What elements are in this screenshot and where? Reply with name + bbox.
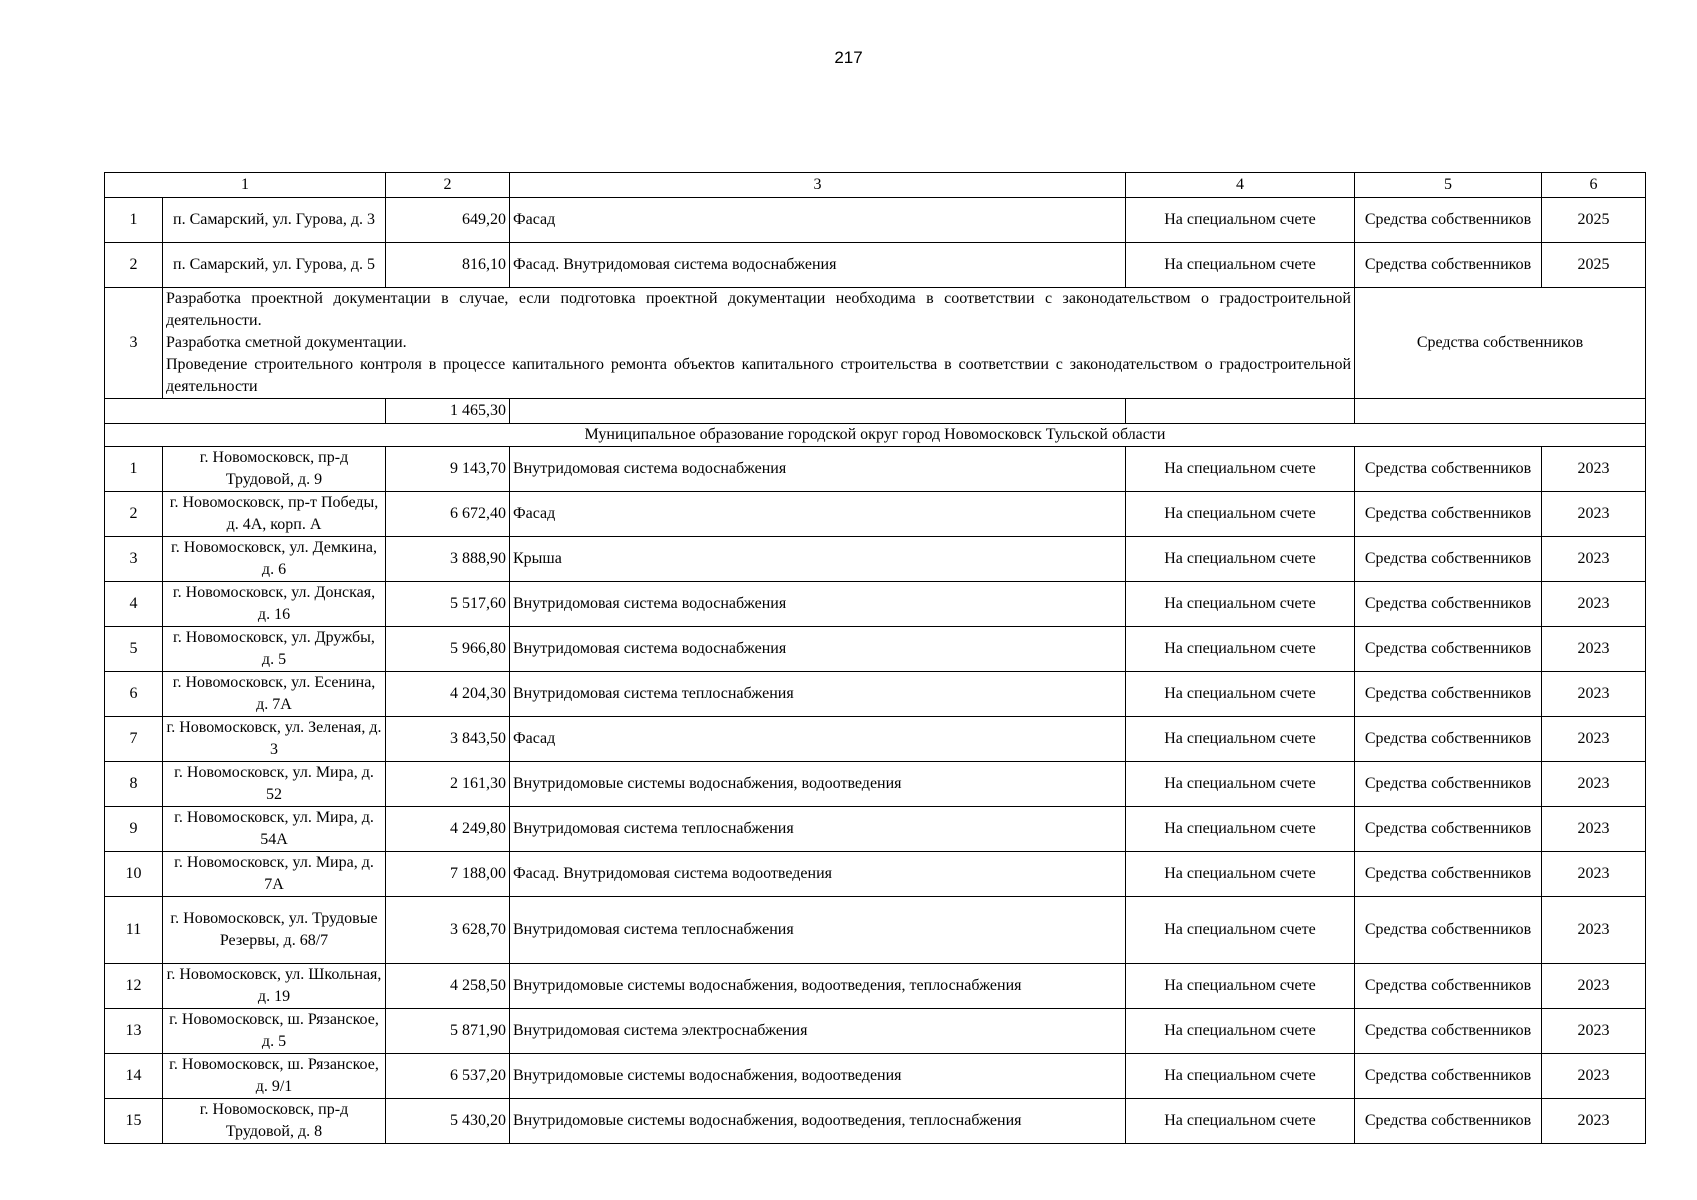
table-row (105, 717, 1646, 762)
row-area: 4 249,80 (386, 807, 510, 852)
row-number: 13 (105, 1009, 163, 1054)
row-funding-source: Средства собственников (1355, 1009, 1542, 1054)
table-row (105, 447, 1646, 492)
row-work-type: Внутридомовая система теплоснабжения (510, 897, 1126, 964)
row-account-method: На специальном счете (1126, 243, 1355, 288)
table-row (105, 1099, 1646, 1144)
row-year: 2023 (1542, 447, 1646, 492)
row-funding-source: Средства собственников (1355, 852, 1542, 897)
total-area: 1 465,30 (386, 399, 510, 424)
row-number: 7 (105, 717, 163, 762)
total-empty-5 (1355, 399, 1646, 424)
row-address: г. Новомосковск, ш. Рязанское, д. 5 (163, 1009, 386, 1054)
row-area: 6 672,40 (386, 492, 510, 537)
table-row (105, 964, 1646, 1009)
row-work-type: Крыша (510, 537, 1126, 582)
row-account-method: На специальном счете (1126, 1009, 1355, 1054)
row-area: 3 628,70 (386, 897, 510, 964)
row-work-type: Внутридомовая система электроснабжения (510, 1009, 1126, 1054)
table-row (105, 672, 1646, 717)
row-number: 10 (105, 852, 163, 897)
row-number: 1 (105, 198, 163, 243)
row-year: 2025 (1542, 243, 1646, 288)
row-work-type: Внутридомовая система водоснабжения (510, 627, 1126, 672)
row-funding-source: Средства собственников (1355, 897, 1542, 964)
row-account-method: На специальном счете (1126, 537, 1355, 582)
row-year: 2023 (1542, 762, 1646, 807)
table-row (105, 582, 1646, 627)
row-account-method: На специальном счете (1126, 627, 1355, 672)
row-area: 4 204,30 (386, 672, 510, 717)
row-year: 2025 (1542, 198, 1646, 243)
row-account-method: На специальном счете (1126, 964, 1355, 1009)
row-area: 9 143,70 (386, 447, 510, 492)
row-account-method: На специальном счете (1126, 852, 1355, 897)
note-num: 3 (105, 288, 163, 399)
row-work-type: Внутридомовая система теплоснабжения (510, 672, 1126, 717)
row-number: 4 (105, 582, 163, 627)
row-funding-source: Средства собственников (1355, 492, 1542, 537)
row-area: 6 537,20 (386, 1054, 510, 1099)
row-work-type: Фасад. Внутридомовая система водоснабжения (510, 243, 1126, 288)
row-account-method: На специальном счете (1126, 198, 1355, 243)
row-account-method: На специальном счете (1126, 762, 1355, 807)
repair-program-table (104, 172, 1646, 1144)
row-account-method: На специальном счете (1126, 672, 1355, 717)
row-work-type: Внутридомовые системы водоснабжения, водоотведения (510, 762, 1126, 807)
row-address: г. Новомосковск, ул. Дружбы, д. 5 (163, 627, 386, 672)
table-row (105, 897, 1646, 964)
total-empty-4 (1126, 399, 1355, 424)
table-row (105, 852, 1646, 897)
row-number: 2 (105, 492, 163, 537)
row-work-type: Внутридомовая система теплоснабжения (510, 807, 1126, 852)
row-year: 2023 (1542, 537, 1646, 582)
row-number: 2 (105, 243, 163, 288)
page-number: 217 (834, 48, 863, 67)
row-account-method: На специальном счете (1126, 582, 1355, 627)
header-col-4: 4 (1126, 173, 1355, 198)
row-funding-source: Средства собственников (1355, 964, 1542, 1009)
group2-rows (105, 447, 1646, 1144)
section-title: Муниципальное образование городской округ город Новомосковск Тульской области (105, 424, 1646, 447)
row-address: г. Новомосковск, пр-т Победы, д. 4А, корп. А (163, 492, 386, 537)
note-row (105, 288, 1646, 399)
row-work-type: Внутридомовая система водоснабжения (510, 582, 1126, 627)
note-text (163, 288, 1355, 399)
row-area: 3 888,90 (386, 537, 510, 582)
row-address: г. Новомосковск, ул. Школьная, д. 19 (163, 964, 386, 1009)
row-funding-source: Средства собственников (1355, 1099, 1542, 1144)
row-address: г. Новомосковск, ш. Рязанское, д. 9/1 (163, 1054, 386, 1099)
row-work-type: Внутридомовая система водоснабжения (510, 447, 1126, 492)
row-funding-source: Средства собственников (1355, 537, 1542, 582)
row-year: 2023 (1542, 1099, 1646, 1144)
row-funding-source: Средства собственников (1355, 717, 1542, 762)
row-address: п. Самарский, ул. Гурова, д. 3 (163, 198, 386, 243)
row-number: 14 (105, 1054, 163, 1099)
table-row (105, 762, 1646, 807)
row-area: 5 517,60 (386, 582, 510, 627)
row-address: г. Новомосковск, ул. Демкина, д. 6 (163, 537, 386, 582)
group1-rows (105, 198, 1646, 288)
row-year: 2023 (1542, 717, 1646, 762)
row-address: п. Самарский, ул. Гурова, д. 5 (163, 243, 386, 288)
row-funding-source: Средства собственников (1355, 627, 1542, 672)
row-account-method: На специальном счете (1126, 1054, 1355, 1099)
row-funding-source: Средства собственников (1355, 672, 1542, 717)
row-funding-source: Средства собственников (1355, 582, 1542, 627)
row-area: 5 966,80 (386, 627, 510, 672)
row-funding-source: Средства собственников (1355, 198, 1542, 243)
table-row (105, 537, 1646, 582)
row-area: 5 871,90 (386, 1009, 510, 1054)
row-year: 2023 (1542, 1054, 1646, 1099)
row-area: 7 188,00 (386, 852, 510, 897)
row-address: г. Новомосковск, пр-д Трудовой, д. 8 (163, 1099, 386, 1144)
row-address: г. Новомосковск, ул. Донская, д. 16 (163, 582, 386, 627)
row-address: г. Новомосковск, ул. Мира, д. 52 (163, 762, 386, 807)
note-line-2: Разработка сметной документации. (166, 334, 407, 351)
row-account-method: На специальном счете (1126, 717, 1355, 762)
header-col-6: 6 (1542, 173, 1646, 198)
row-work-type: Фасад (510, 198, 1126, 243)
row-area: 816,10 (386, 243, 510, 288)
row-year: 2023 (1542, 807, 1646, 852)
row-work-type: Фасад (510, 492, 1126, 537)
row-work-type: Внутридомовые системы водоснабжения, водоотведения (510, 1054, 1126, 1099)
table-row (105, 1009, 1646, 1054)
row-number: 15 (105, 1099, 163, 1144)
header-col-5: 5 (1355, 173, 1542, 198)
row-year: 2023 (1542, 852, 1646, 897)
row-account-method: На специальном счете (1126, 807, 1355, 852)
row-funding-source: Средства собственников (1355, 762, 1542, 807)
row-year: 2023 (1542, 964, 1646, 1009)
total-row (105, 399, 1646, 424)
row-area: 3 843,50 (386, 717, 510, 762)
header-col-2: 2 (386, 173, 510, 198)
table-row (105, 492, 1646, 537)
row-account-method: На специальном счете (1126, 1099, 1355, 1144)
table-row (105, 1054, 1646, 1099)
row-address: г. Новомосковск, ул. Мира, д. 54А (163, 807, 386, 852)
row-funding-source: Средства собственников (1355, 807, 1542, 852)
row-work-type: Внутридомовые системы водоснабжения, водоотведения, теплоснабжения (510, 964, 1126, 1009)
row-number: 12 (105, 964, 163, 1009)
note-line-3: Проведение строительного контроля в процессе капитального ремонта объектов капитального строительства в соответствии с законодательством о градостроительной деятельности (166, 356, 1351, 395)
row-funding-source: Средства собственников (1355, 447, 1542, 492)
total-empty-3 (510, 399, 1126, 424)
row-number: 6 (105, 672, 163, 717)
row-number: 8 (105, 762, 163, 807)
row-number: 11 (105, 897, 163, 964)
row-number: 5 (105, 627, 163, 672)
row-address: г. Новомосковск, ул. Мира, д. 7А (163, 852, 386, 897)
table-row (105, 627, 1646, 672)
note-line-1: Разработка проектной документации в случае, если подготовка проектной документации необходима в соответствии с законодательством о градостроительной деятельности. (166, 290, 1351, 329)
row-work-type: Фасад (510, 717, 1126, 762)
table-row (105, 198, 1646, 243)
row-funding-source: Средства собственников (1355, 1054, 1542, 1099)
header-col-1: 1 (105, 173, 386, 198)
row-area: 5 430,20 (386, 1099, 510, 1144)
row-work-type: Фасад. Внутридомовая система водоотведения (510, 852, 1126, 897)
row-year: 2023 (1542, 582, 1646, 627)
row-year: 2023 (1542, 627, 1646, 672)
row-address: г. Новомосковск, ул. Есенина, д. 7А (163, 672, 386, 717)
row-address: г. Новомосковск, ул. Трудовые Резервы, д. 68/7 (163, 897, 386, 964)
row-year: 2023 (1542, 1009, 1646, 1054)
row-account-method: На специальном счете (1126, 447, 1355, 492)
row-funding-source: Средства собственников (1355, 243, 1542, 288)
section-header-row (105, 424, 1646, 447)
row-number: 9 (105, 807, 163, 852)
row-account-method: На специальном счете (1126, 897, 1355, 964)
row-work-type: Внутридомовые системы водоснабжения, водоотведения, теплоснабжения (510, 1099, 1126, 1144)
row-number: 1 (105, 447, 163, 492)
note-funding: Средства собственников (1355, 288, 1646, 399)
total-label-cell (105, 399, 386, 424)
row-account-method: На специальном счете (1126, 492, 1355, 537)
row-address: г. Новомосковск, пр-д Трудовой, д. 9 (163, 447, 386, 492)
row-year: 2023 (1542, 492, 1646, 537)
row-year: 2023 (1542, 897, 1646, 964)
table-row (105, 243, 1646, 288)
row-number: 3 (105, 537, 163, 582)
row-area: 649,20 (386, 198, 510, 243)
column-number-header-row (105, 173, 1646, 198)
row-address: г. Новомосковск, ул. Зеленая, д. 3 (163, 717, 386, 762)
table-row (105, 807, 1646, 852)
header-col-3: 3 (510, 173, 1126, 198)
row-area: 2 161,30 (386, 762, 510, 807)
row-year: 2023 (1542, 672, 1646, 717)
row-area: 4 258,50 (386, 964, 510, 1009)
